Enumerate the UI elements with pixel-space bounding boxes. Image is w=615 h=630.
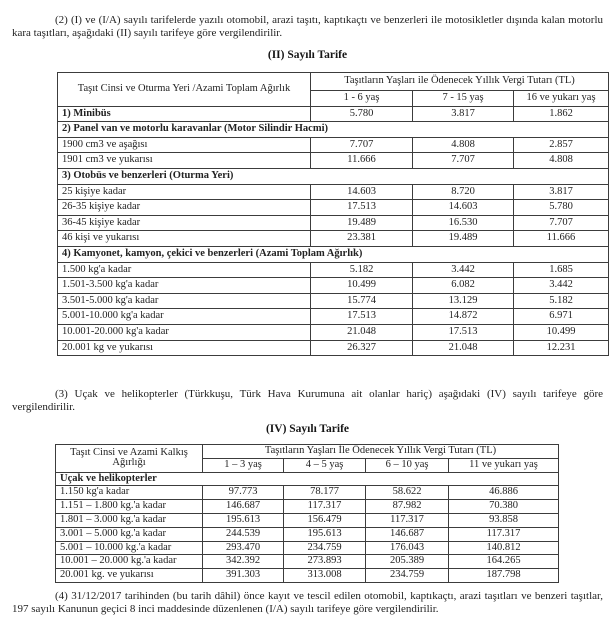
table-ii-body [58,106,609,356]
tax-amount-cell: 4.808 [413,137,514,153]
tax-amount-cell: 17.513 [413,324,514,340]
tax-amount-cell: 21.048 [311,324,413,340]
row-label: 4) Kamyonet, kamyon, çekici ve benzerleri (Azami Toplam Ağırlık) [58,246,609,262]
tax-amount-cell: 195.613 [284,527,366,541]
table-iv-col1-header: Taşıt Cinsi ve Azami Kalkış Ağırlığı [56,445,203,473]
paragraph-2: (2) (I) ve (I/A) sayılı tarifelerde yazılı otomobil, arazi taşıtı, kaptıkaçtı ve benzerleri ile motosikletler dışında kalan motorlu kara taşıtları, aşağıdaki (II) sayılı tarifeye göre vergilendirilir. [12,14,603,39]
row-label: 10.001-20.000 kg'a kadar [58,324,311,340]
tax-amount-cell: 187.798 [449,569,559,583]
table-row [56,486,559,500]
row-label: 1900 cm3 ve aşağısı [58,137,311,153]
tax-amount-cell: 46.886 [449,486,559,500]
table-row [58,184,609,200]
age-column-header: 4 – 5 yaş [284,458,366,472]
tax-amount-cell: 14.603 [311,184,413,200]
tax-amount-cell: 93.858 [449,514,559,528]
table-ii-group-header: Taşıtların Yaşları ile Ödenecek Yıllık Vergi Tutarı (TL) [311,73,609,91]
tax-amount-cell: 11.666 [514,231,609,247]
tax-amount-cell: 19.489 [413,231,514,247]
row-label: 3.001 – 5.000 kg.'a kadar [56,527,203,541]
table-ii-header-row-1 [58,73,609,91]
tax-amount-cell: 313.008 [284,569,366,583]
tax-amount-cell: 146.687 [366,527,449,541]
tax-amount-cell: 19.489 [311,215,413,231]
tax-amount-cell: 3.442 [413,262,514,278]
table-row [58,215,609,231]
row-label: 5.001 – 10.000 kg.'a kadar [56,541,203,555]
table-row [58,137,609,153]
table-row [56,514,559,528]
table-row [56,527,559,541]
row-label: 25 kişiye kadar [58,184,311,200]
tax-amount-cell: 1.685 [514,262,609,278]
row-label: 1.150 kg'a kadar [56,486,203,500]
table-row [58,153,609,169]
tax-amount-cell: 15.774 [311,293,413,309]
tax-amount-cell: 70.380 [449,500,559,514]
row-label: 26-35 kişiye kadar [58,200,311,216]
table-iv-header-row-1 [56,445,559,459]
tax-amount-cell: 140.812 [449,541,559,555]
row-label: 2) Panel van ve motorlu karavanlar (Motor Silindir Hacmi) [58,122,609,138]
age-column-header: 6 – 10 yaş [366,458,449,472]
table-row [58,200,609,216]
tax-amount-cell: 5.780 [514,200,609,216]
row-label: 3.501-5.000 kg'a kadar [58,293,311,309]
tax-amount-cell: 17.513 [311,200,413,216]
table-row [58,309,609,325]
tax-amount-cell: 146.687 [203,500,284,514]
tax-amount-cell: 7.707 [311,137,413,153]
tax-amount-cell: 6.971 [514,309,609,325]
tax-amount-cell: 7.707 [514,215,609,231]
table-row [58,340,609,356]
row-label: 1.801 – 3.000 kg.'a kadar [56,514,203,528]
table-row [58,262,609,278]
row-label: 3) Otobüs ve benzerleri (Oturma Yeri) [58,168,609,184]
tax-amount-cell: 117.317 [449,527,559,541]
table-row [58,293,609,309]
tax-amount-cell: 12.231 [514,340,609,356]
age-column-header: 1 – 3 yaş [203,458,284,472]
tax-amount-cell: 195.613 [203,514,284,528]
tax-amount-cell: 16.530 [413,215,514,231]
tax-amount-cell: 3.817 [514,184,609,200]
tax-amount-cell: 58.622 [366,486,449,500]
tax-amount-cell: 23.381 [311,231,413,247]
table-category-row [58,246,609,262]
tax-amount-cell: 5.182 [514,293,609,309]
tax-amount-cell: 5.182 [311,262,413,278]
tax-amount-cell: 234.759 [366,569,449,583]
table-category-row [58,168,609,184]
row-label: 1.500 kg'a kadar [58,262,311,278]
table-row [58,278,609,294]
tax-amount-cell: 1.862 [514,106,609,122]
tax-amount-cell: 342.392 [203,555,284,569]
table-row [58,106,609,122]
row-label: 1.501-3.500 kg'a kadar [58,278,311,294]
paragraph-4: (4) 31/12/2017 tarihinden (bu tarih dâhil) önce kayıt ve tescil edilen otomobil, kaptıkaçtı, arazi taşıtları ve benzeri taşıtlar, 197 sayılı Kanunun geçici 8 inci maddesinde düzenlenen (I/A) sayılı tarifeye göre vergilendirilir. [12,590,603,615]
row-label: 20.001 kg. ve yukarısı [56,569,203,583]
tax-amount-cell: 21.048 [413,340,514,356]
tax-amount-cell: 17.513 [311,309,413,325]
age-column-header: 16 ve yukarı yaş [514,91,609,107]
tax-amount-cell: 13.129 [413,293,514,309]
tax-amount-cell: 234.759 [284,541,366,555]
tax-amount-cell: 293.470 [203,541,284,555]
age-column-header: 11 ve yukarı yaş [449,458,559,472]
table-row [56,569,559,583]
tax-amount-cell: 10.499 [311,278,413,294]
row-label: 5.001-10.000 kg'a kadar [58,309,311,325]
table-category-row [58,122,609,138]
tax-amount-cell: 5.780 [311,106,413,122]
table-row [56,555,559,569]
table-row [58,324,609,340]
row-label: 20.001 kg ve yukarısı [58,340,311,356]
table-row [56,541,559,555]
tax-amount-cell: 78.177 [284,486,366,500]
table-ii-col1-header: Taşıt Cinsi ve Oturma Yeri /Azami Toplam Ağırlık [58,73,311,107]
row-label: 1) Minibüs [58,106,311,122]
tax-amount-cell: 87.982 [366,500,449,514]
row-label: 1901 cm3 ve yukarısı [58,153,311,169]
tax-amount-cell: 391.303 [203,569,284,583]
row-label: 36-45 kişiye kadar [58,215,311,231]
row-label: 46 kişi ve yukarısı [58,231,311,247]
tax-amount-cell: 156.479 [284,514,366,528]
table-row [58,231,609,247]
row-label: Uçak ve helikopterler [56,472,559,486]
tax-amount-cell: 97.773 [203,486,284,500]
tax-amount-cell: 14.603 [413,200,514,216]
tax-amount-cell: 3.442 [514,278,609,294]
tax-amount-cell: 26.327 [311,340,413,356]
table-category-row [56,472,559,486]
tax-amount-cell: 244.539 [203,527,284,541]
tax-amount-cell: 6.082 [413,278,514,294]
table-iv [55,444,559,583]
row-label: 10.001 – 20.000 kg.'a kadar [56,555,203,569]
tax-amount-cell: 4.808 [514,153,609,169]
table-row [56,500,559,514]
table-iv-group-header: Taşıtların Yaşları İle Ödenecek Yıllık Vergi Tutarı (TL) [203,445,559,459]
tax-amount-cell: 11.666 [311,153,413,169]
tax-amount-cell: 2.857 [514,137,609,153]
table-ii [57,72,609,356]
table-iv-title: (IV) Sayılı Tarife [265,423,350,436]
tax-amount-cell: 117.317 [366,514,449,528]
paragraph-3: (3) Uçak ve helikopterler (Türkkuşu, Türk Hava Kurumuna ait olanlar hariç) aşağıdaki (IV) sayılı tarifeye göre vergilendirilir. [12,388,603,413]
tax-amount-cell: 176.043 [366,541,449,555]
age-column-header: 1 - 6 yaş [311,91,413,107]
table-iv-body [56,472,559,582]
table-ii-title: (II) Sayılı Tarife [267,49,348,61]
tax-amount-cell: 164.265 [449,555,559,569]
age-column-header: 7 - 15 yaş [413,91,514,107]
tax-amount-cell: 273.893 [284,555,366,569]
tax-amount-cell: 117.317 [284,500,366,514]
tax-amount-cell: 205.389 [366,555,449,569]
tax-amount-cell: 7.707 [413,153,514,169]
tax-amount-cell: 14.872 [413,309,514,325]
tax-amount-cell: 8.720 [413,184,514,200]
tax-amount-cell: 3.817 [413,106,514,122]
tax-amount-cell: 10.499 [514,324,609,340]
row-label: 1.151 – 1.800 kg.'a kadar [56,500,203,514]
